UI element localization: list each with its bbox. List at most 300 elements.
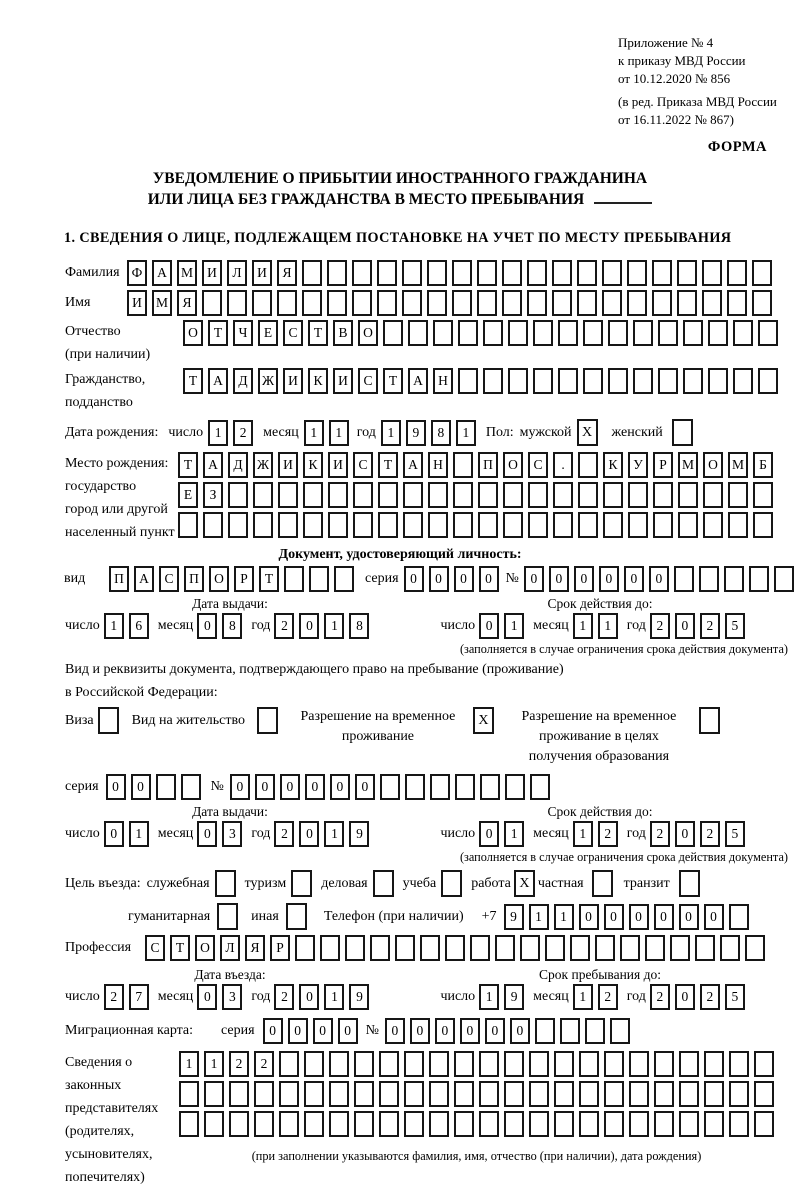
form-cell[interactable]: П [109,566,129,592]
form-cell[interactable] [303,482,323,508]
form-cell[interactable] [504,1051,524,1077]
form-cell[interactable] [683,368,703,394]
form-cell[interactable] [379,1051,399,1077]
form-cell[interactable] [302,260,322,286]
form-cell[interactable] [354,1111,374,1137]
form-cell[interactable] [354,1081,374,1107]
form-cell[interactable] [503,512,523,538]
form-cell[interactable]: И [283,368,303,394]
form-cell[interactable]: 0 [288,1018,308,1044]
form-cell[interactable] [583,320,603,346]
form-cell[interactable] [229,1111,249,1137]
form-cell[interactable]: 1 [208,420,228,446]
form-cell[interactable]: 0 [524,566,544,592]
form-cell[interactable] [229,1081,249,1107]
form-cell[interactable] [320,935,340,961]
form-cell[interactable] [428,512,448,538]
form-cell[interactable] [508,368,528,394]
form-cell[interactable] [353,482,373,508]
form-cell[interactable]: И [278,452,298,478]
form-cell[interactable] [329,1081,349,1107]
form-cell[interactable] [427,290,447,316]
form-cell[interactable]: 0 [574,566,594,592]
form-cell[interactable]: Р [234,566,254,592]
form-cell[interactable] [429,1081,449,1107]
form-cell[interactable] [703,512,723,538]
form-cell[interactable]: К [308,368,328,394]
form-cell[interactable]: 0 [704,904,724,930]
form-cell[interactable] [527,290,547,316]
form-cell[interactable]: 1 [329,420,349,446]
form-cell[interactable] [595,935,615,961]
form-cell[interactable] [345,935,365,961]
form-cell[interactable] [504,1111,524,1137]
form-cell[interactable] [652,290,672,316]
form-cell[interactable] [579,1081,599,1107]
form-cell[interactable] [749,566,769,592]
form-cell[interactable]: А [208,368,228,394]
form-cell[interactable] [403,512,423,538]
form-cell[interactable] [204,1081,224,1107]
form-cell[interactable]: 1 [104,613,124,639]
form-cell[interactable]: 0 [280,774,300,800]
form-cell[interactable] [278,512,298,538]
form-cell[interactable]: 3 [222,821,242,847]
form-cell[interactable] [427,260,447,286]
form-cell[interactable] [278,482,298,508]
form-cell[interactable] [704,1111,724,1137]
form-cell[interactable]: А [408,368,428,394]
form-cell[interactable] [629,1111,649,1137]
form-cell[interactable]: 0 [404,566,424,592]
form-cell[interactable] [329,1051,349,1077]
form-cell[interactable] [502,260,522,286]
form-cell[interactable] [679,1051,699,1077]
form-cell[interactable] [379,1111,399,1137]
form-cell[interactable] [530,774,550,800]
form-cell[interactable] [729,1051,749,1077]
form-cell[interactable] [304,1051,324,1077]
form-cell[interactable] [227,290,247,316]
form-cell[interactable] [529,1111,549,1137]
form-cell[interactable]: И [333,368,353,394]
form-cell[interactable] [703,482,723,508]
form-cell[interactable] [558,320,578,346]
form-cell[interactable]: 0 [104,821,124,847]
form-cell[interactable] [554,1051,574,1077]
form-cell[interactable] [758,320,778,346]
form-cell[interactable] [458,320,478,346]
male-checkbox[interactable]: X [577,419,598,446]
form-cell[interactable] [704,1051,724,1077]
form-cell[interactable] [433,320,453,346]
form-cell[interactable] [328,482,348,508]
form-cell[interactable] [745,935,765,961]
form-cell[interactable] [302,290,322,316]
form-cell[interactable]: И [127,290,147,316]
form-cell[interactable] [578,512,598,538]
form-cell[interactable]: 0 [255,774,275,800]
form-cell[interactable] [727,260,747,286]
form-cell[interactable]: 0 [299,613,319,639]
form-cell[interactable]: 9 [504,904,524,930]
form-cell[interactable]: 1 [573,821,593,847]
form-cell[interactable]: 6 [129,613,149,639]
form-cell[interactable]: 5 [725,613,745,639]
form-cell[interactable]: 1 [179,1051,199,1077]
form-cell[interactable] [652,260,672,286]
form-cell[interactable]: Т [170,935,190,961]
form-cell[interactable]: Ж [258,368,278,394]
form-cell[interactable]: 5 [725,821,745,847]
form-cell[interactable] [704,1081,724,1107]
form-cell[interactable]: К [603,452,623,478]
temp-residence-edu-checkbox[interactable] [699,707,720,734]
form-cell[interactable]: 0 [299,984,319,1010]
form-cell[interactable] [252,290,272,316]
form-cell[interactable] [577,260,597,286]
form-cell[interactable]: Д [228,452,248,478]
form-cell[interactable]: К [303,452,323,478]
form-cell[interactable] [352,290,372,316]
purpose-humanitarian-checkbox[interactable] [217,903,238,930]
form-cell[interactable]: 0 [106,774,126,800]
form-cell[interactable]: Д [233,368,253,394]
form-cell[interactable]: О [209,566,229,592]
form-cell[interactable] [535,1018,555,1044]
form-cell[interactable] [754,1081,774,1107]
form-cell[interactable] [554,1081,574,1107]
form-cell[interactable]: 0 [624,566,644,592]
purpose-private-checkbox[interactable] [592,870,613,897]
form-cell[interactable] [724,566,744,592]
form-cell[interactable]: 0 [429,566,449,592]
form-cell[interactable] [529,1081,549,1107]
form-cell[interactable]: 3 [222,984,242,1010]
form-cell[interactable]: 0 [460,1018,480,1044]
form-cell[interactable] [477,290,497,316]
form-cell[interactable] [729,904,749,930]
form-cell[interactable]: А [403,452,423,478]
form-cell[interactable] [404,1111,424,1137]
form-cell[interactable] [383,320,403,346]
form-cell[interactable] [402,260,422,286]
form-cell[interactable] [570,935,590,961]
form-cell[interactable]: Р [653,452,673,478]
form-cell[interactable]: 9 [349,821,369,847]
form-cell[interactable] [628,482,648,508]
form-cell[interactable]: А [152,260,172,286]
form-cell[interactable]: 2 [274,613,294,639]
form-cell[interactable]: Ч [233,320,253,346]
form-cell[interactable]: Н [433,368,453,394]
form-cell[interactable] [610,1018,630,1044]
form-cell[interactable]: 0 [579,904,599,930]
form-cell[interactable] [404,1051,424,1077]
form-cell[interactable]: С [358,368,378,394]
form-cell[interactable] [578,452,598,478]
form-cell[interactable] [279,1051,299,1077]
form-cell[interactable] [579,1051,599,1077]
form-cell[interactable] [403,482,423,508]
form-cell[interactable] [702,260,722,286]
form-cell[interactable] [552,290,572,316]
form-cell[interactable] [370,935,390,961]
form-cell[interactable] [520,935,540,961]
form-cell[interactable] [295,935,315,961]
form-cell[interactable] [204,1111,224,1137]
purpose-other-checkbox[interactable] [286,903,307,930]
form-cell[interactable] [528,482,548,508]
form-cell[interactable]: 0 [485,1018,505,1044]
form-cell[interactable] [627,260,647,286]
form-cell[interactable] [654,1111,674,1137]
form-cell[interactable] [527,260,547,286]
form-cell[interactable]: 0 [479,566,499,592]
form-cell[interactable] [579,1111,599,1137]
form-cell[interactable]: 0 [679,904,699,930]
form-cell[interactable] [670,935,690,961]
form-cell[interactable]: П [478,452,498,478]
form-cell[interactable] [628,512,648,538]
form-cell[interactable] [679,1081,699,1107]
form-cell[interactable] [284,566,304,592]
form-cell[interactable]: Т [178,452,198,478]
form-cell[interactable]: 0 [131,774,151,800]
form-cell[interactable]: О [703,452,723,478]
form-cell[interactable] [480,774,500,800]
form-cell[interactable] [479,1051,499,1077]
form-cell[interactable]: 0 [355,774,375,800]
form-cell[interactable]: 0 [385,1018,405,1044]
form-cell[interactable] [603,482,623,508]
form-cell[interactable]: 0 [675,984,695,1010]
form-cell[interactable] [458,368,478,394]
form-cell[interactable] [633,320,653,346]
form-cell[interactable] [560,1018,580,1044]
form-cell[interactable]: 1 [324,984,344,1010]
purpose-business-checkbox[interactable] [373,870,394,897]
form-cell[interactable]: 0 [263,1018,283,1044]
form-cell[interactable] [203,512,223,538]
purpose-study-checkbox[interactable] [441,870,462,897]
form-cell[interactable]: 2 [650,984,670,1010]
form-cell[interactable] [254,1081,274,1107]
form-cell[interactable]: З [203,482,223,508]
form-cell[interactable] [720,935,740,961]
form-cell[interactable] [395,935,415,961]
form-cell[interactable] [202,290,222,316]
form-cell[interactable] [699,566,719,592]
form-cell[interactable] [445,935,465,961]
form-cell[interactable]: 0 [299,821,319,847]
temp-residence-checkbox[interactable]: X [473,707,494,734]
form-cell[interactable]: Л [227,260,247,286]
form-cell[interactable] [455,774,475,800]
form-cell[interactable] [379,1081,399,1107]
form-cell[interactable]: О [183,320,203,346]
form-cell[interactable] [633,368,653,394]
purpose-transit-checkbox[interactable] [679,870,700,897]
form-cell[interactable] [380,774,400,800]
form-cell[interactable] [558,368,578,394]
form-cell[interactable] [354,1051,374,1077]
form-cell[interactable]: 1 [381,420,401,446]
form-cell[interactable]: 0 [410,1018,430,1044]
form-cell[interactable]: Я [277,260,297,286]
form-cell[interactable] [674,566,694,592]
form-cell[interactable] [253,482,273,508]
form-cell[interactable]: 2 [274,821,294,847]
form-cell[interactable]: И [328,452,348,478]
form-cell[interactable]: 0 [675,613,695,639]
form-cell[interactable]: 0 [197,984,217,1010]
form-cell[interactable] [478,512,498,538]
form-cell[interactable] [477,260,497,286]
form-cell[interactable] [554,1111,574,1137]
form-cell[interactable]: 2 [700,613,720,639]
form-cell[interactable]: 2 [229,1051,249,1077]
form-cell[interactable] [328,512,348,538]
form-cell[interactable] [327,260,347,286]
form-cell[interactable]: 2 [650,821,670,847]
form-cell[interactable]: Е [178,482,198,508]
form-cell[interactable] [179,1081,199,1107]
form-cell[interactable]: Н [428,452,448,478]
form-cell[interactable]: 2 [598,984,618,1010]
form-cell[interactable] [658,368,678,394]
form-cell[interactable]: А [203,452,223,478]
form-cell[interactable]: 5 [725,984,745,1010]
form-cell[interactable] [254,1111,274,1137]
form-cell[interactable]: Ф [127,260,147,286]
form-cell[interactable]: 9 [349,984,369,1010]
form-cell[interactable] [552,260,572,286]
form-cell[interactable] [577,290,597,316]
form-cell[interactable]: Я [177,290,197,316]
form-cell[interactable] [483,320,503,346]
form-cell[interactable]: 2 [274,984,294,1010]
form-cell[interactable]: 0 [675,821,695,847]
form-cell[interactable] [408,320,428,346]
form-cell[interactable] [253,512,273,538]
female-checkbox[interactable] [672,419,693,446]
form-cell[interactable]: П [184,566,204,592]
form-cell[interactable] [683,320,703,346]
form-cell[interactable]: О [195,935,215,961]
form-cell[interactable]: Т [308,320,328,346]
form-cell[interactable]: Б [753,452,773,478]
form-cell[interactable]: 9 [504,984,524,1010]
form-cell[interactable]: 0 [604,904,624,930]
form-cell[interactable] [604,1111,624,1137]
form-cell[interactable]: 0 [479,613,499,639]
form-cell[interactable]: 2 [700,984,720,1010]
form-cell[interactable]: О [358,320,378,346]
form-cell[interactable] [708,320,728,346]
form-cell[interactable] [504,1081,524,1107]
form-cell[interactable]: 1 [554,904,574,930]
form-cell[interactable]: 1 [324,821,344,847]
form-cell[interactable] [495,935,515,961]
form-cell[interactable] [378,512,398,538]
form-cell[interactable] [529,1051,549,1077]
form-cell[interactable] [454,1111,474,1137]
form-cell[interactable] [578,482,598,508]
form-cell[interactable]: М [152,290,172,316]
form-cell[interactable] [774,566,794,592]
form-cell[interactable]: С [159,566,179,592]
form-cell[interactable]: 8 [431,420,451,446]
form-cell[interactable] [678,482,698,508]
form-cell[interactable] [620,935,640,961]
form-cell[interactable]: 2 [233,420,253,446]
form-cell[interactable] [533,368,553,394]
purpose-official-checkbox[interactable] [215,870,236,897]
form-cell[interactable]: Т [378,452,398,478]
form-cell[interactable] [708,368,728,394]
form-cell[interactable] [608,320,628,346]
form-cell[interactable] [470,935,490,961]
form-cell[interactable] [453,512,473,538]
form-cell[interactable]: 1 [324,613,344,639]
form-cell[interactable] [758,368,778,394]
form-cell[interactable]: 1 [504,821,524,847]
form-cell[interactable] [654,1051,674,1077]
form-cell[interactable]: 2 [700,821,720,847]
form-cell[interactable] [454,1051,474,1077]
form-cell[interactable] [505,774,525,800]
form-cell[interactable] [420,935,440,961]
form-cell[interactable]: С [528,452,548,478]
form-cell[interactable] [733,368,753,394]
form-cell[interactable] [553,512,573,538]
form-cell[interactable]: О [503,452,523,478]
form-cell[interactable]: 0 [230,774,250,800]
form-cell[interactable] [695,935,715,961]
form-cell[interactable] [727,290,747,316]
form-cell[interactable]: 0 [629,904,649,930]
form-cell[interactable]: М [678,452,698,478]
form-cell[interactable] [405,774,425,800]
form-cell[interactable]: 0 [313,1018,333,1044]
form-cell[interactable] [378,482,398,508]
form-cell[interactable] [181,774,201,800]
form-cell[interactable]: Т [383,368,403,394]
form-cell[interactable] [309,566,329,592]
form-cell[interactable]: 2 [650,613,670,639]
form-cell[interactable] [753,512,773,538]
form-cell[interactable]: 2 [598,821,618,847]
form-cell[interactable]: У [628,452,648,478]
form-cell[interactable] [228,482,248,508]
form-cell[interactable] [452,290,472,316]
form-cell[interactable] [604,1051,624,1077]
form-cell[interactable]: 0 [599,566,619,592]
form-cell[interactable] [503,482,523,508]
form-cell[interactable] [629,1051,649,1077]
form-cell[interactable] [702,290,722,316]
form-cell[interactable]: Р [270,935,290,961]
form-cell[interactable] [585,1018,605,1044]
form-cell[interactable] [608,368,628,394]
form-cell[interactable] [454,1081,474,1107]
form-cell[interactable]: Т [208,320,228,346]
form-cell[interactable]: 9 [406,420,426,446]
form-cell[interactable]: 0 [338,1018,358,1044]
form-cell[interactable]: 2 [104,984,124,1010]
form-cell[interactable] [479,1111,499,1137]
